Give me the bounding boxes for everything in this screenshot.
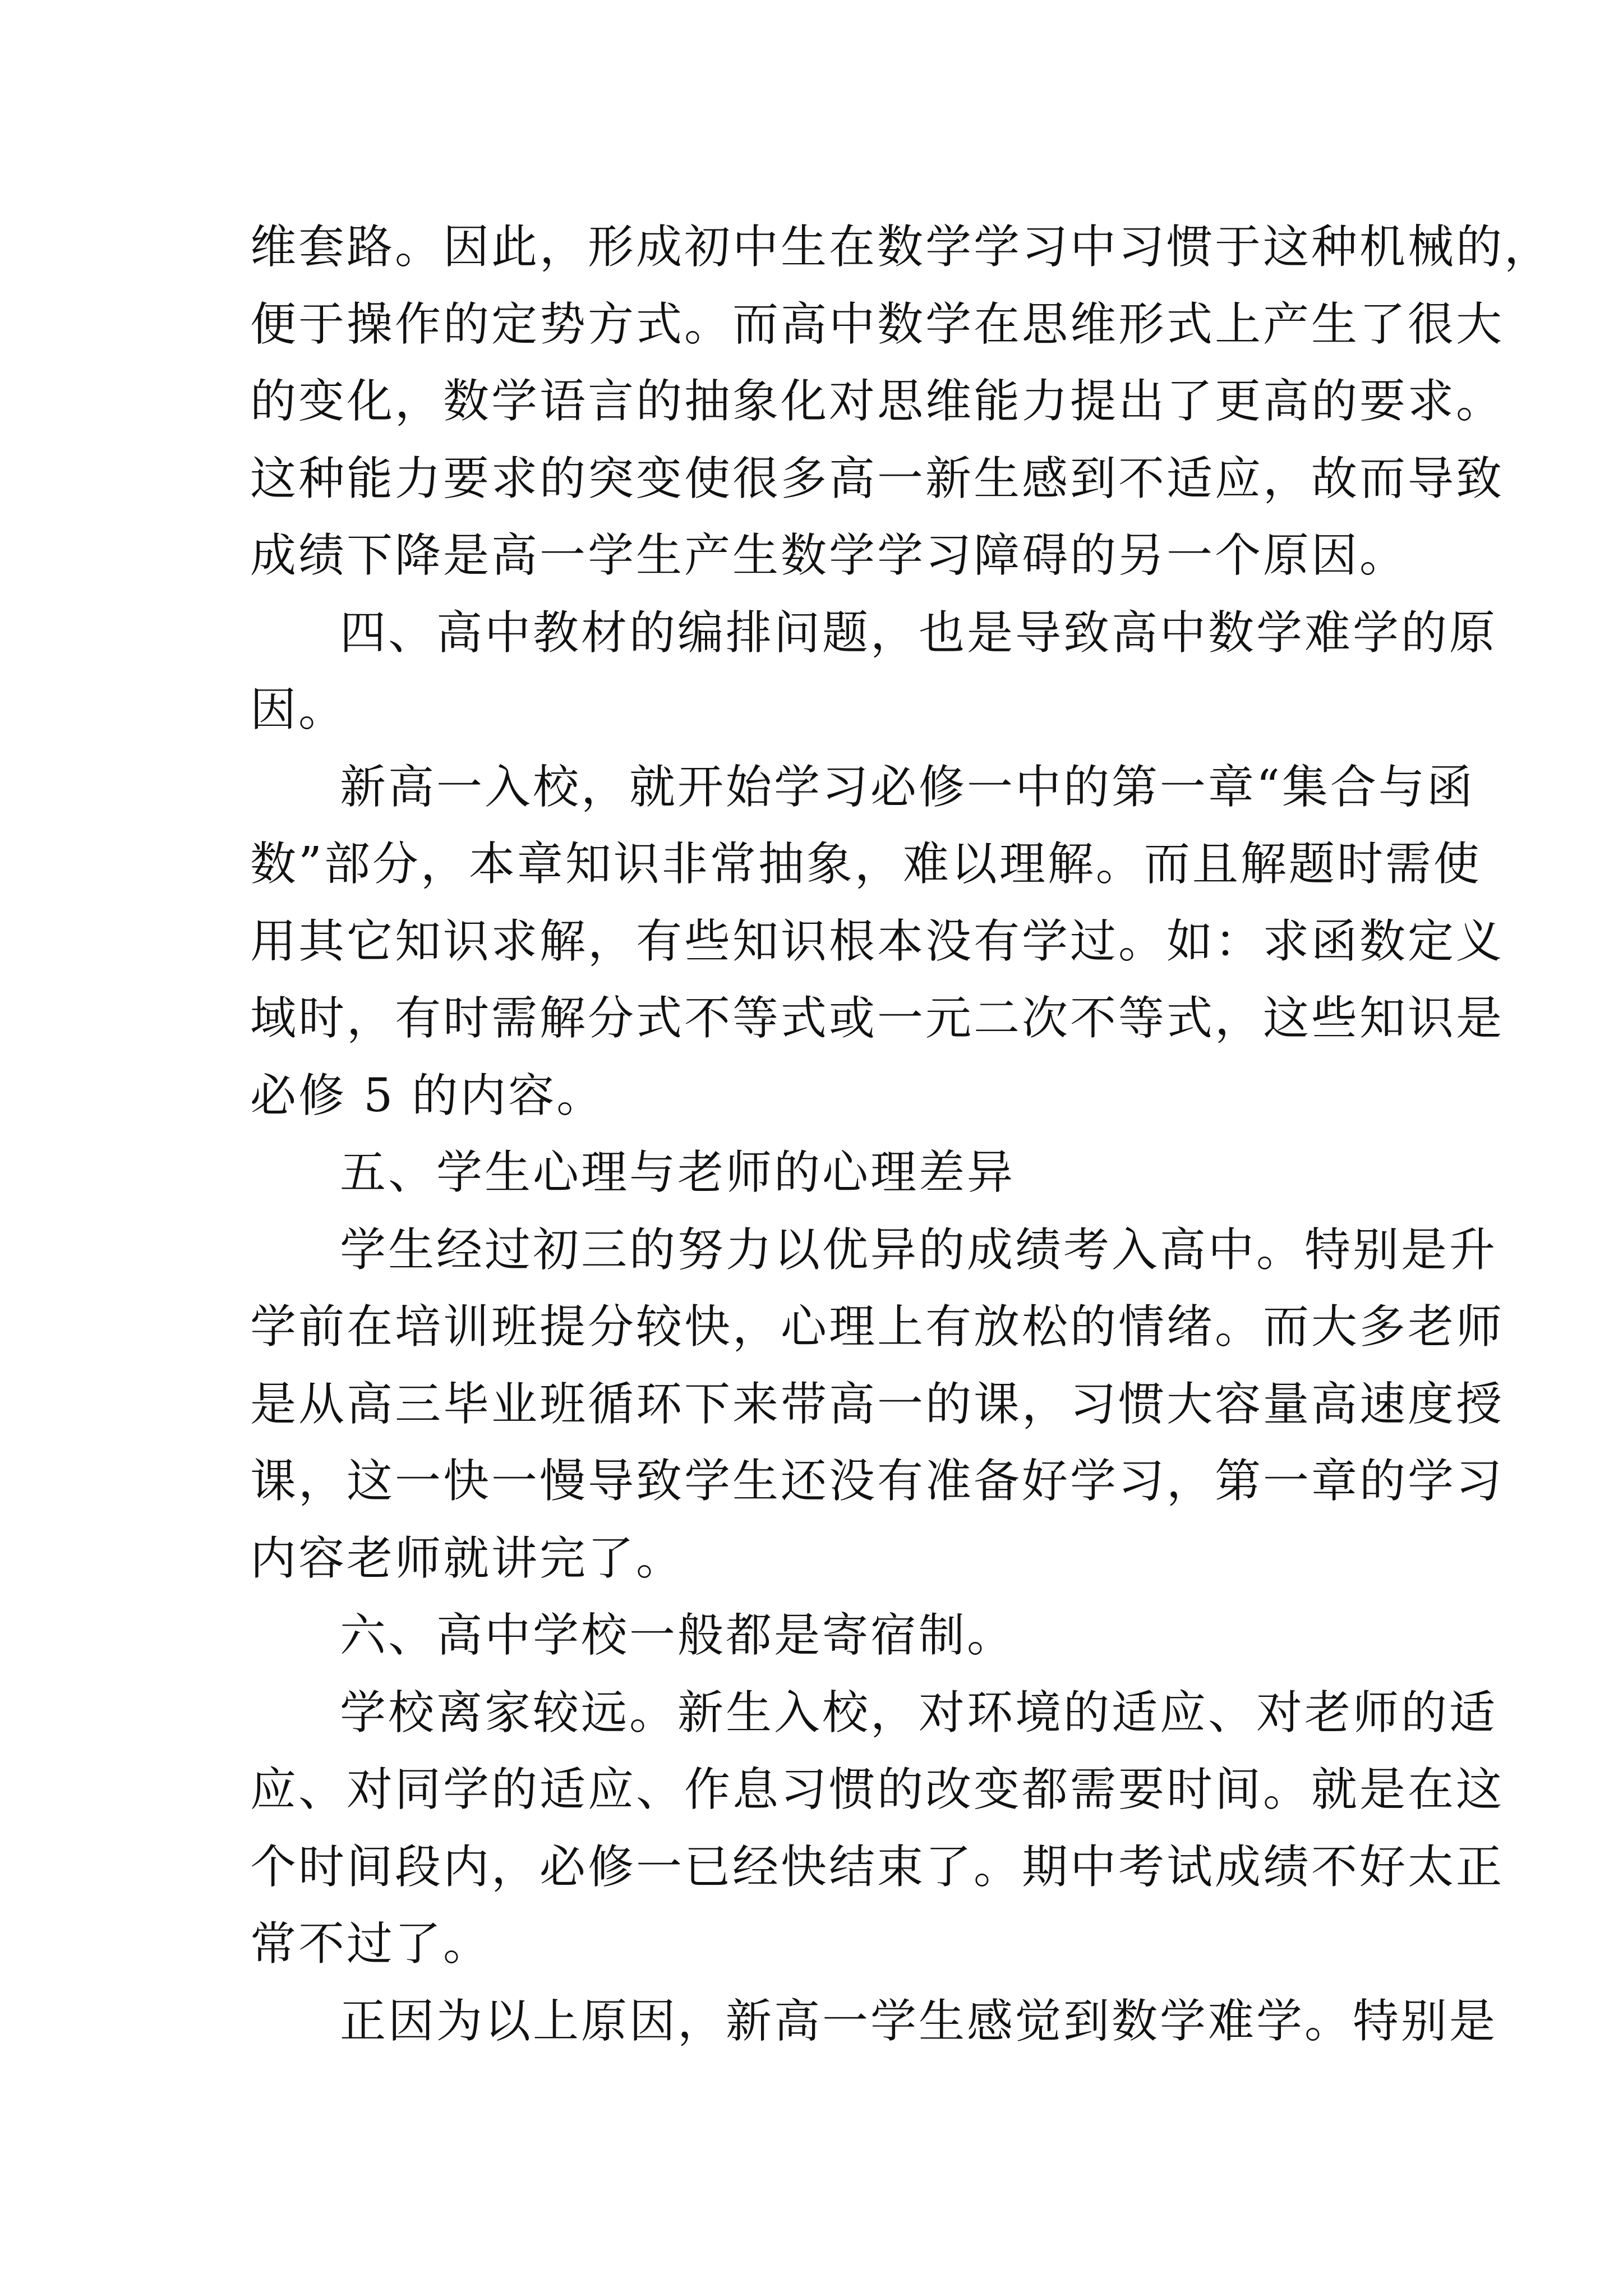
text-line: 学前在培训班提分较快，心理上有放松的情绪。而大多老师 [250,1300,1505,1354]
paragraph-start: 新高一入校，就开始学习必修一中的第一章“集合与函 [340,760,1475,814]
text-line: 用其它知识求解，有些知识根本没有学过。如：求函数定义 [250,914,1505,968]
paragraph-start: 学校离家较远。新生入校，对环境的适应、对老师的适 [340,1686,1498,1740]
text-line: 的变化，数学语言的抽象化对思维能力提出了更高的要求。 [250,375,1505,428]
text-line: 域时，有时需解分式不等式或一元二次不等式，这些知识是 [250,992,1505,1045]
section-heading: 六、高中学校一般都是寄宿制。 [340,1609,1016,1662]
text-line: 内容老师就讲完了。 [250,1531,685,1585]
document-body [250,209,1553,2060]
text-line: 个时间段内，必修一已经快结束了。期中考试成绩不好太正 [250,1840,1505,1894]
text-line: 常不过了。 [250,1917,492,1971]
text-line: 必修 5 的内容。 [250,1069,605,1122]
text-line: 便于操作的定势方式。而高中数学在思维形式上产生了很大 [250,297,1505,351]
text-line: 是从高三毕业班循环下来带高一的课，习惯大容量高速度授 [250,1377,1505,1431]
paragraph-start: 正因为以上原因，新高一学生感觉到数学难学。特别是 [340,1994,1498,2048]
text-line: 因。 [250,683,347,737]
text-line: 数”部分，本章知识非常抽象，难以理解。而且解题时需使 [250,838,1482,891]
text-line: 成绩下降是高一学生产生数学学习障碍的另一个原因。 [250,529,1408,582]
section-heading: 四、高中教材的编排问题，也是导致高中数学难学的原 [340,606,1498,660]
text-line: 课，这一快一慢导致学生还没有准备好学习，第一章的学习 [250,1455,1505,1508]
text-line: 应、对同学的适应、作息习惯的改变都需要时间。就是在这 [250,1763,1505,1816]
paragraph-start: 学生经过初三的努力以优异的成绩考入高中。特别是升 [340,1223,1498,1277]
section-heading: 五、学生心理与老师的心理差异 [340,1146,1016,1199]
text-line: 这种能力要求的突变使很多高一新生感到不适应，故而导致 [250,452,1505,505]
text-line: 维套路。因此，形成初中生在数学学习中习惯于这种机械的， [250,220,1553,274]
